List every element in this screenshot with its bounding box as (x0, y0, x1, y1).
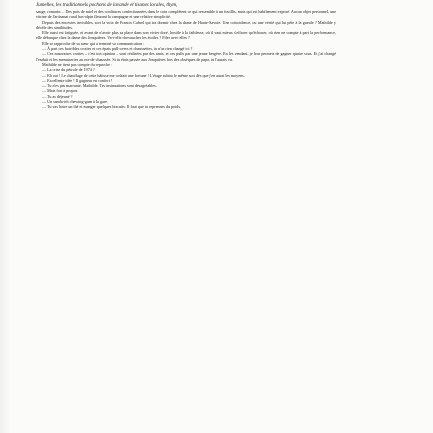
paragraph-2: Depuis des encextes invisibles, sort la voix de Francis Cabrel qui ira dormir chez la dame de Haute-Savoie. Une coïncidence, ou une vérité qui lui pète à la gueule ? Mathilde y décèle des similitudes. (36, 19, 336, 30)
paragraph-4: Elle se rapproche de sa sœur qui a terminé sa communication : (42, 40, 145, 46)
header-line: Jumelles, les traditionnels pochons de lavande et tisanes locales, thym, (36, 2, 178, 8)
dialogue-line-7: — Mais fort à propos. (42, 88, 79, 94)
dialogue-line-4: — Eh oui ! Le chauffage de cette bâtisse me coûtait une fortune ! L'étage subira le même sort dès que j'en aurai les moyens. (42, 72, 245, 78)
paragraph-3: Elle aussi est fatiguée, et avant de n'avoir plus sa place dans son vivier doré, hostile à la faiblesse, où il vaut mieux s'effacer qu'échouer, où rien ne compte à part la performance, elle débarque chez la dame des Jonquières. Va-t-elle chevaucher les étoiles ? Filer avec elles ? (36, 30, 336, 41)
dialogue-line-9: — Un sandwich chewing-gum à la gare. (42, 99, 109, 105)
dialogue-line-2: — Ces mauvaises crottes – c'est ton opinion – sont réalisées par des amis, et ces pulls par une jeune bergère. En les vendant, je leur permets de gagner quatre sous. Et j'ai changé l'enduit et les menuiseries au rez-de-chaussée. Si tu étais passée aux Jonquières lors des obsèques de papa, tu l'aurais vu. (36, 51, 336, 62)
dialogue-line-5: — Excellente idée ! Il gagnera en confort ! (42, 77, 113, 83)
dialogue-line-10: — Tu vas boire un thé et manger quelques biscuits. Il faut que tu reprennes du poids. (42, 104, 181, 110)
paragraph-1: sauge, romarin… Des pots de miel et des confitures confectionnées dans le coin complètent ce qui ressemble à un fouillis, mais qui est habilement exposé. Aucun objet personnel, une vitrine de l'artisanat rural bas-alpin fleurant la campagne et une relative simplicité. (36, 8, 336, 20)
page-gutter-shadow (0, 0, 10, 433)
dialogue-line-3: — La crise du pétrole de 1974 ? (42, 67, 95, 73)
dialogue-line-6: — Tu n'es pas marrante, Mathilde. Tes insinuations sont désagréables. (42, 83, 157, 89)
dialogue-line-8: — Tu as déjeuné ? (42, 93, 73, 99)
document-body (36, 3, 336, 110)
paragraph-5: Mathilde ne tient pas compte du reproche : (42, 61, 113, 67)
dialogue-line-1: — À part ces horribles crottes et ces épais pull-overs et chaussettes, tu n'as rien changé ici ? (42, 46, 193, 52)
